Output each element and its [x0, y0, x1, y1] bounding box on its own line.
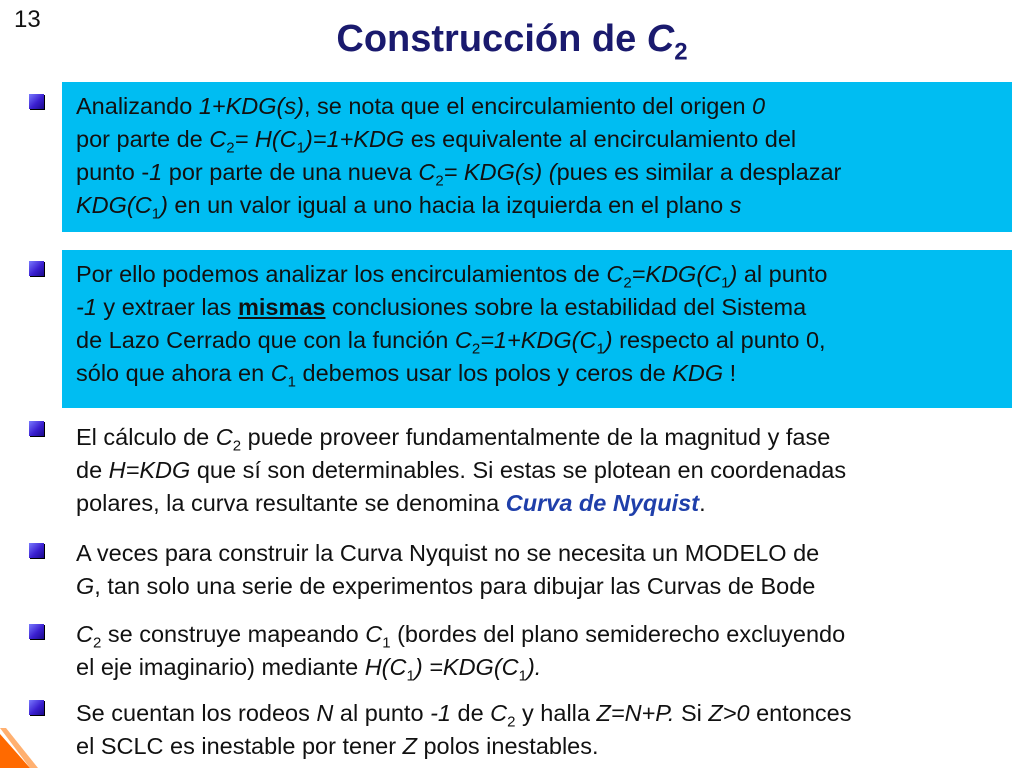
page-number: 13 — [14, 6, 41, 33]
bullet-square-icon — [29, 261, 44, 276]
bullet-square-icon — [29, 624, 44, 639]
paragraph-5: $C_2$ se construye mapeando $C_1$ (bordes del plano semiderecho excluyendo el eje imaginario) mediante $H(C_1) =KDG(C_1)$. — [76, 621, 846, 685]
nyquist-term: Curva de Nyquist — [505, 490, 700, 516]
paragraph-4: A veces para construir la Curva Nyquist no se necesita un MODELO de G, tan solo una serie de experimentos para dibujar las Curvas de Bode — [76, 540, 820, 599]
bullet-square-icon — [29, 700, 44, 715]
emphasis-mismas: mismas — [237, 294, 326, 320]
paragraph-2: Por ello podemos analizar los encirculamientos de $C_2=KDG(C_1)$ al punto -1 y extraer las mismas conclusiones sobre la estabilidad del Sistema de Lazo Cerrado que con la función $C_2=1+KDG(C_1)$ respecto al punto 0, sólo que ahora en $C_1$ debemos usar los polos y ceros de KDG ! — [76, 261, 828, 391]
bullet-square-icon — [29, 543, 44, 558]
corner-arrow-icon — [0, 728, 44, 768]
bullet-square-icon — [29, 421, 44, 436]
slide-title: Construcción de $C_2$ — [336, 18, 688, 66]
paragraph-6: Se cuentan los rodeos N al punto -1 de $C_2$ y halla Z=N+P. Si Z>0 entonces el SCLC es inestable por tener Z polos inestables. — [76, 700, 852, 759]
paragraph-3: El cálculo de $C_2$ puede proveer fundamentalmente de la magnitud y fase de H=KDG que sí son determinables. Si estas se plotean en coordenadas polares, la curva resultante se denomina Curva de Nyquist. — [76, 424, 847, 516]
paragraph-1: Analizando 1+KDG(s), se nota que el encirculamiento del origen 0 por parte de $C_2= H(C_1)=1+KDG$ es equivalente al encirculamiento del punto -1 por parte de una nueva $C_2= KDG(s)$ (pues es similar a desplazar $KDG(C_1)$ en un valor igual a uno hacia la izquierda en el plano s — [76, 93, 842, 223]
bullet-square-icon — [29, 94, 44, 109]
